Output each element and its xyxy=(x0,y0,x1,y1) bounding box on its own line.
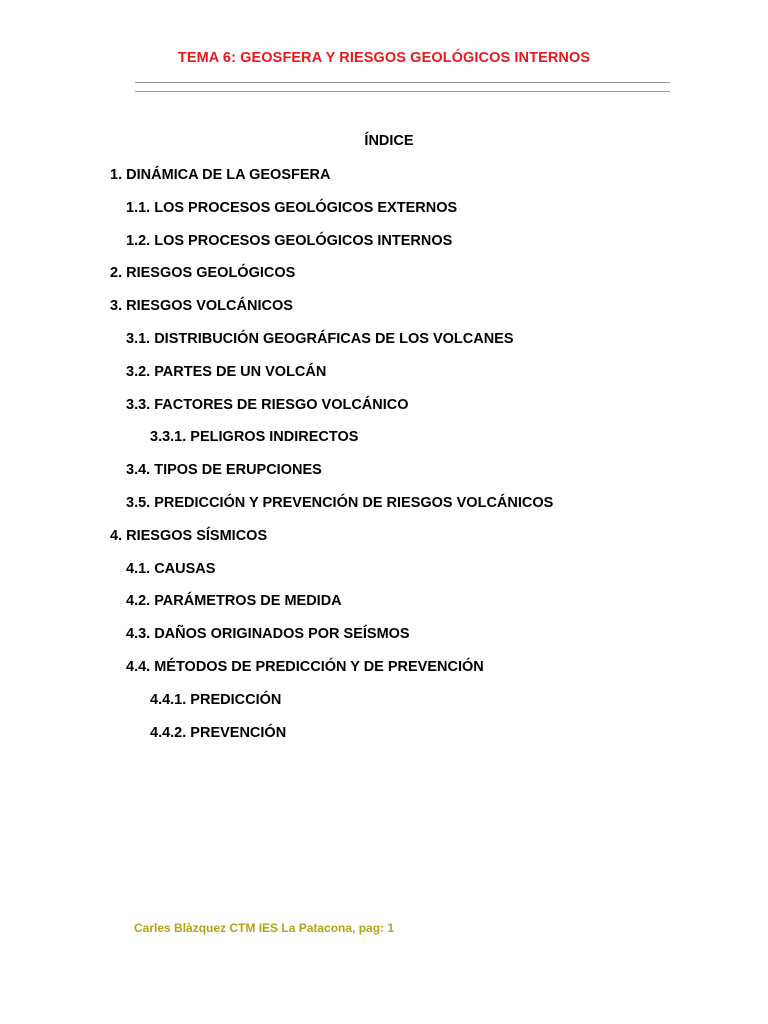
header-divider-bottom xyxy=(135,91,670,92)
toc-entry: 3.1. DISTRIBUCIÓN GEOGRÁFICAS DE LOS VOLCANES xyxy=(126,330,514,347)
page-footer: Carles Blàzquez CTM IES La Patacona, pag: 1 xyxy=(134,921,395,935)
toc-entry: 1.2. LOS PROCESOS GEOLÓGICOS INTERNOS xyxy=(126,232,453,249)
toc-entry: 4.1. CAUSAS xyxy=(126,560,216,577)
toc-entry: 4.4.1. PREDICCIÓN xyxy=(150,691,282,708)
toc-entry: 2. RIESGOS GEOLÓGICOS xyxy=(110,265,296,282)
toc-entry: 3.2. PARTES DE UN VOLCÁN xyxy=(126,363,327,380)
toc-entry: 3.3. FACTORES DE RIESGO VOLCÁNICO xyxy=(126,396,409,413)
toc-entry: 4. RIESGOS SÍSMICOS xyxy=(110,527,268,544)
toc-entry: 4.3. DAÑOS ORIGINADOS POR SEÍSMOS xyxy=(126,626,410,643)
toc-entry: 4.4.2. PREVENCIÓN xyxy=(150,724,287,741)
toc-entry: 1. DINÁMICA DE LA GEOSFERA xyxy=(110,167,331,183)
header-divider-top xyxy=(135,82,670,83)
toc-entry: 3.4. TIPOS DE ERUPCIONES xyxy=(126,462,322,479)
index-heading: ÍNDICE xyxy=(364,133,414,149)
toc-entry: 4.4. MÉTODOS DE PREDICCIÓN Y DE PREVENCIÓN xyxy=(126,658,484,675)
toc-entry: 3. RIESGOS VOLCÁNICOS xyxy=(110,298,293,315)
toc-entry: 3.5. PREDICCIÓN Y PREVENCIÓN DE RIESGOS VOLCÁNICOS xyxy=(126,494,554,511)
toc-entry: 1.1. LOS PROCESOS GEOLÓGICOS EXTERNOS xyxy=(126,199,458,216)
toc-entry: 4.2. PARÁMETROS DE MEDIDA xyxy=(126,593,342,610)
page-title: TEMA 6: GEOSFERA Y RIESGOS GEOLÓGICOS INTERNOS xyxy=(177,50,591,66)
table-of-contents xyxy=(0,166,553,756)
toc-entry: 3.3.1. PELIGROS INDIRECTOS xyxy=(150,429,359,446)
